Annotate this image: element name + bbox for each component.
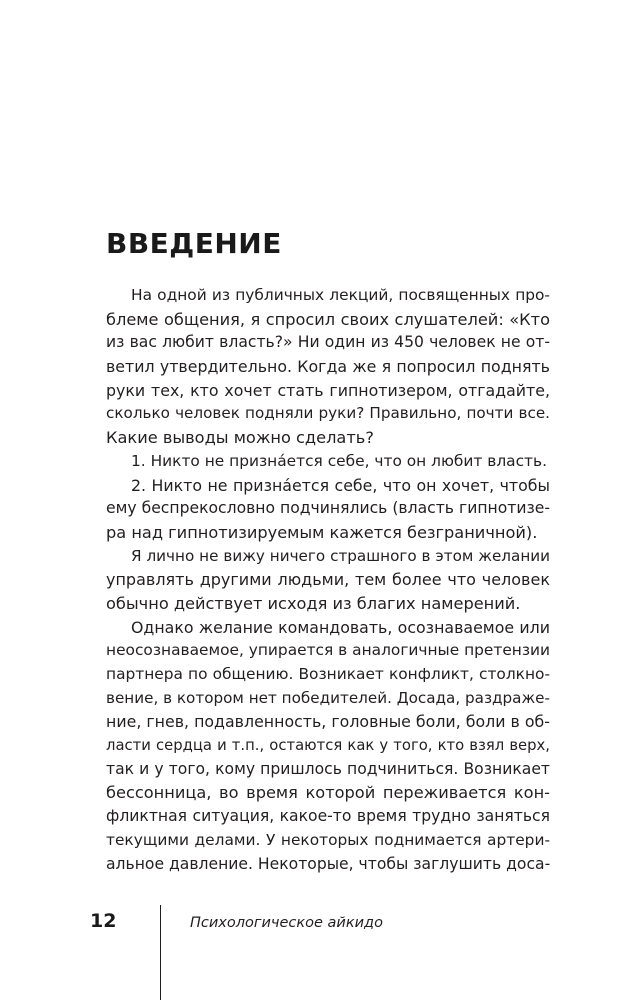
text-line: блеме общения, я спросил своих слушателей: «Кто [106, 309, 550, 329]
text-line: обычно действует исходя из благих намерений. [106, 593, 521, 613]
text-line: Однако желание командовать, осознаваемое или [131, 617, 550, 637]
running-title: Психологическое айкидо [190, 915, 383, 931]
text-line: На одной из публичных лекций, посвященных про- [131, 286, 550, 304]
text-line: вение, в котором нет победителей. Досада, раздраже- [106, 688, 550, 707]
text-line: ему беспрекословно подчинялись (власть гипнотизе- [106, 499, 550, 518]
text-line: бессонница, во время которой переживается кон- [106, 783, 550, 803]
body-text [106, 284, 550, 876]
text-line: ра над гипнотизируемым кажется безграничной). [106, 522, 538, 542]
text-line: 1. Никто не признáется себе, что он любит власть. [131, 451, 547, 470]
text-line: Я лично не вижу ничего страшного в этом желании [131, 546, 550, 565]
text-line: фликтная ситуация, какое-то время трудно заняться [106, 807, 550, 826]
page-number: 12 [90, 910, 117, 932]
text-line: руки тех, кто хочет стать гипнотизером, отгадайте, [106, 380, 550, 400]
text-line: ветил утвердительно. Когда же я попросил поднять [106, 357, 550, 377]
footer-divider [160, 905, 161, 1000]
chapter-title: ВВЕДЕНИЕ [106, 227, 282, 260]
text-line: управлять другими людьми, тем более что человек [106, 570, 550, 590]
text-line: альное давление. Некоторые, чтобы заглушить доса- [106, 854, 551, 873]
text-line: неосознаваемое, упирается в аналогичные претензии [106, 641, 551, 660]
text-line: партнера по общению. Возникает конфликт, столкно- [106, 665, 550, 683]
text-line: Какие выводы можно сделать? [106, 428, 374, 448]
text-line: ласти сердца и т.п., остаются как у того, кто взял верх, [106, 737, 550, 755]
text-line: так и у того, кому пришлось подчиниться. Возникает [106, 759, 550, 778]
text-line: ние, гнев, подавленность, головные боли, боли в об- [106, 712, 550, 732]
text-line: 2. Никто не признáется себе, что он хочет, чтобы [131, 475, 550, 495]
text-line: из вас любит власть?» Ни один из 450 человек не от- [106, 333, 550, 352]
text-line: сколько человек подняли руки? Правильно, почти все. [106, 404, 550, 423]
text-line: текущими делами. У некоторых поднимается артери- [106, 830, 550, 849]
